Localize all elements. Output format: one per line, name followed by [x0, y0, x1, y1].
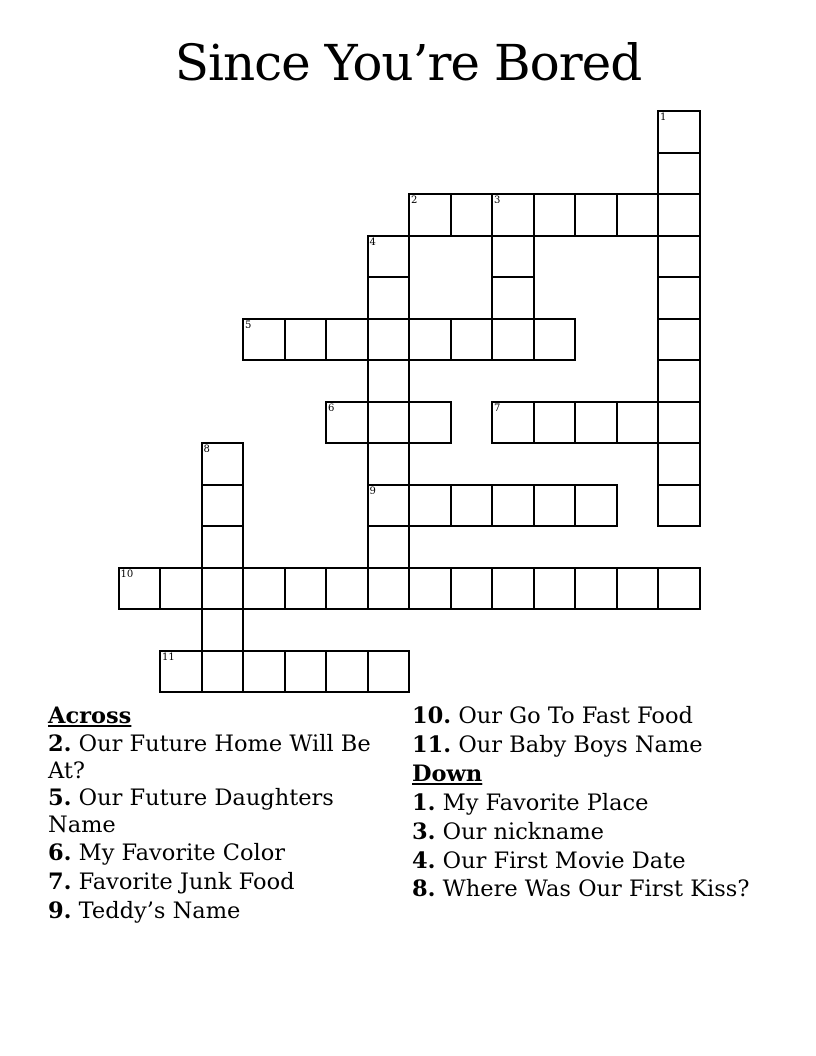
- clue-text: Favorite Junk Food: [78, 869, 295, 895]
- cell-number: 3: [494, 195, 501, 206]
- grid-cell[interactable]: [533, 318, 577, 362]
- down-clue: [412, 818, 782, 847]
- grid-cell[interactable]: [657, 567, 701, 611]
- clue-text: Our First Movie Date: [442, 848, 686, 874]
- grid-cell[interactable]: [657, 401, 701, 445]
- grid-cell[interactable]: [657, 318, 701, 362]
- clues-column-left: [48, 702, 383, 926]
- grid-cell[interactable]: [450, 318, 494, 362]
- grid-cell[interactable]: [367, 235, 411, 279]
- grid-cell[interactable]: [657, 235, 701, 279]
- clue-text: Teddy’s Name: [78, 898, 241, 924]
- across-clue: [48, 731, 383, 785]
- grid-cell[interactable]: [491, 235, 535, 279]
- grid-cell[interactable]: [491, 276, 535, 320]
- grid-cell[interactable]: [408, 193, 452, 237]
- grid-cell[interactable]: [491, 193, 535, 237]
- grid-cell[interactable]: [367, 442, 411, 486]
- grid-cell[interactable]: [574, 567, 618, 611]
- clue-number: 4.: [412, 848, 436, 874]
- grid-cell[interactable]: [201, 525, 245, 569]
- clue-text: Our Baby Boys Name: [458, 732, 703, 758]
- grid-cell[interactable]: [574, 401, 618, 445]
- clue-text: Our Go To Fast Food: [458, 703, 693, 729]
- grid-cell[interactable]: [657, 442, 701, 486]
- cell-number: 8: [203, 444, 210, 455]
- clue-number: 9.: [48, 898, 72, 924]
- grid-cell[interactable]: [118, 567, 162, 611]
- grid-cell[interactable]: [450, 484, 494, 528]
- grid-cell[interactable]: [533, 401, 577, 445]
- grid-cell[interactable]: [325, 401, 369, 445]
- grid-cell[interactable]: [616, 193, 660, 237]
- grid-cell[interactable]: [201, 484, 245, 528]
- clue-number: 3.: [412, 819, 436, 845]
- grid-cell[interactable]: [657, 152, 701, 196]
- down-heading: Down: [412, 761, 483, 787]
- cell-number: 10: [120, 568, 134, 580]
- grid-cell[interactable]: [242, 318, 286, 362]
- grid-cell[interactable]: [159, 650, 203, 694]
- grid-cell[interactable]: [367, 359, 411, 403]
- across-clue: [48, 897, 383, 926]
- across-clue: [48, 785, 383, 839]
- grid-cell[interactable]: [201, 608, 245, 652]
- grid-cell[interactable]: [159, 567, 203, 611]
- grid-cell[interactable]: [325, 318, 369, 362]
- grid-cell[interactable]: [408, 484, 452, 528]
- cell-number: 11: [162, 651, 175, 663]
- down-clue: [412, 876, 782, 903]
- down-clue: [412, 789, 782, 818]
- across-clue: [48, 839, 383, 868]
- clue-text: Where Was Our First Kiss?: [442, 876, 750, 902]
- grid-cell[interactable]: [616, 401, 660, 445]
- grid-cell[interactable]: [408, 401, 452, 445]
- across-clue: [412, 702, 782, 731]
- clue-text: Our Future Daughters Name: [48, 785, 334, 838]
- clue-text: Our nickname: [442, 819, 604, 845]
- grid-cell[interactable]: [284, 650, 328, 694]
- clue-number: 7.: [48, 869, 72, 895]
- grid-cell[interactable]: [450, 567, 494, 611]
- grid-cell[interactable]: [367, 401, 411, 445]
- clue-number: 8.: [412, 876, 436, 902]
- grid-cell[interactable]: [408, 567, 452, 611]
- clue-number: 6.: [48, 840, 72, 866]
- down-clue: [412, 847, 782, 876]
- grid-cell[interactable]: [367, 525, 411, 569]
- grid-cell[interactable]: [242, 567, 286, 611]
- grid-cell[interactable]: [367, 650, 411, 694]
- grid-cell[interactable]: [574, 193, 618, 237]
- grid-cell[interactable]: [491, 401, 535, 445]
- grid-cell[interactable]: [657, 110, 701, 154]
- cell-number: 1: [660, 112, 667, 123]
- grid-cell[interactable]: [242, 650, 286, 694]
- grid-cell[interactable]: [491, 484, 535, 528]
- grid-cell[interactable]: [367, 318, 411, 362]
- clue-text: My Favorite Color: [78, 840, 286, 866]
- grid-cell[interactable]: [325, 567, 369, 611]
- grid-cell[interactable]: [491, 567, 535, 611]
- clue-number: 1.: [412, 790, 436, 816]
- grid-cell[interactable]: [367, 276, 411, 320]
- grid-cell[interactable]: [657, 484, 701, 528]
- cell-number: 6: [328, 402, 335, 414]
- grid-cell[interactable]: [616, 567, 660, 611]
- clue-number: 5.: [48, 785, 72, 811]
- grid-cell[interactable]: [367, 567, 411, 611]
- grid-cell[interactable]: [284, 318, 328, 362]
- clue-text: Our Future Home Will Be At?: [48, 731, 371, 784]
- clue-text: My Favorite Place: [442, 790, 649, 816]
- cell-number: 5: [245, 319, 252, 331]
- page-title: Since You’re Bored: [174, 34, 642, 92]
- grid-cell[interactable]: [201, 442, 245, 486]
- across-clue: [48, 868, 383, 897]
- grid-cell[interactable]: [491, 318, 535, 362]
- cell-number: 9: [369, 485, 376, 497]
- grid-cell[interactable]: [408, 318, 452, 362]
- cell-number: 4: [369, 236, 376, 248]
- grid-cell[interactable]: [533, 484, 577, 528]
- grid-cell[interactable]: [657, 276, 701, 320]
- cell-number: 2: [411, 195, 418, 206]
- clue-number: 10.: [412, 703, 452, 729]
- across-heading: Across: [48, 703, 132, 729]
- clues-column-right: [412, 702, 782, 903]
- grid-cell[interactable]: [657, 193, 701, 237]
- grid-cell[interactable]: [574, 484, 618, 528]
- grid-cell[interactable]: [201, 650, 245, 694]
- grid-cell[interactable]: [533, 193, 577, 237]
- clue-number: 11.: [412, 732, 452, 758]
- across-clue: [412, 731, 782, 760]
- cell-number: 7: [494, 402, 501, 414]
- grid-cell[interactable]: [325, 650, 369, 694]
- grid-cell[interactable]: [201, 567, 245, 611]
- grid-cell[interactable]: [367, 484, 411, 528]
- grid-cell[interactable]: [284, 567, 328, 611]
- grid-cell[interactable]: [533, 567, 577, 611]
- grid-cell[interactable]: [450, 193, 494, 237]
- grid-cell[interactable]: [657, 359, 701, 403]
- clue-number: 2.: [48, 731, 72, 757]
